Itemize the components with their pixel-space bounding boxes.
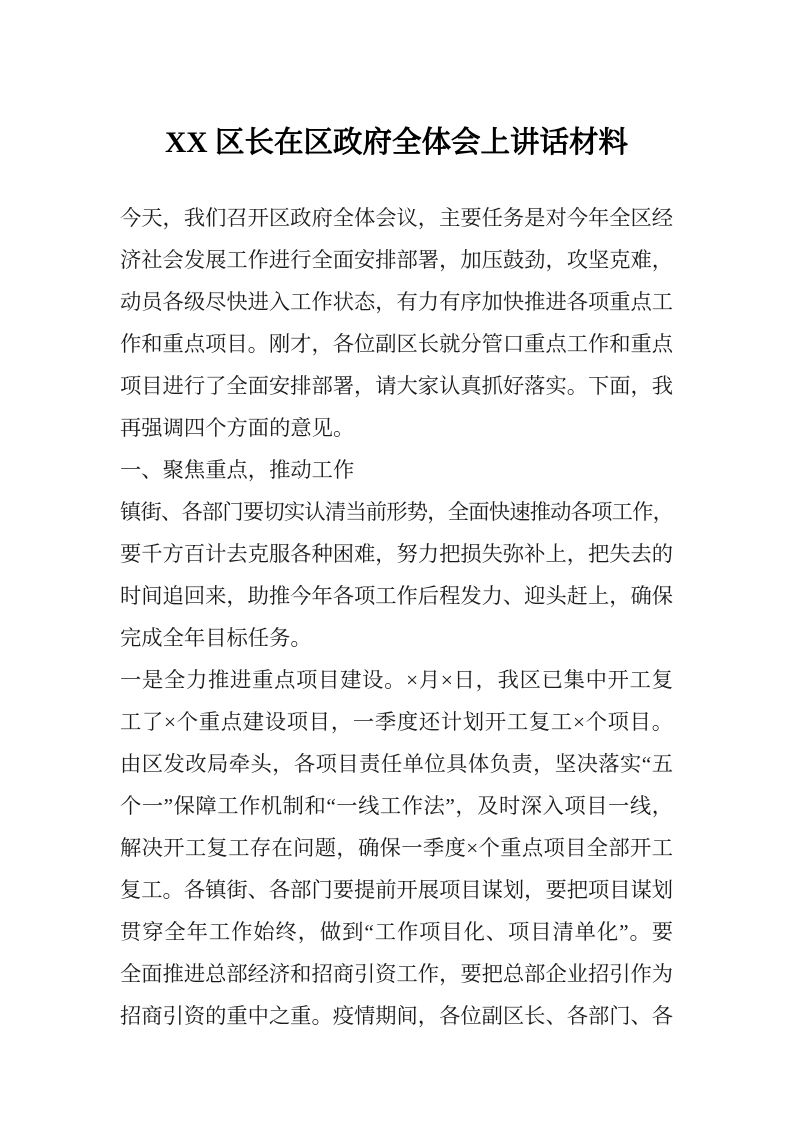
text-line: 工了×个重点建设项目，一季度还计划开工复工×个项目。 [120, 710, 673, 734]
text-line: 济社会发展工作进行全面安排部署，加压鼓劲，攻坚克难， [120, 248, 673, 272]
text-line: 镇街、各部门要切实认清当前形势，全面快速推动各项工作， [120, 500, 673, 524]
text-line: 由区发改局牵头，各项目责任单位具体负责，坚决落实“五 [120, 752, 673, 776]
text-line: 作和重点项目。刚才，各位副区长就分管口重点工作和重点 [120, 332, 673, 356]
paragraph [120, 197, 673, 449]
text-line: 贯穿全年工作始终，做到“工作项目化、项目清单化”。要 [120, 920, 673, 944]
text-line: 复工。各镇街、各部门要提前开展项目谋划，要把项目谋划 [120, 878, 673, 902]
text-line: 今天，我们召开区政府全体会议，主要任务是对今年全区经 [120, 206, 673, 230]
text-line: 一是全力推进重点项目建设。×月×日，我区已集中开工复 [120, 668, 673, 692]
document-content [120, 122, 673, 1037]
section-heading [120, 449, 673, 491]
text-line: 个一”保障工作机制和“一线工作法”，及时深入项目一线， [120, 794, 673, 818]
text-line: 时间追回来，助推今年各项工作后程发力、迎头赶上，确保 [120, 584, 673, 608]
text-line: 完成全年目标任务。 [120, 626, 312, 650]
text-line: 一、聚焦重点，推动工作 [120, 458, 355, 482]
text-line: 招商引资的重中之重。疫情期间，各位副区长、各部门、各 [120, 1004, 673, 1028]
text-line: 全面推进总部经济和招商引资工作，要把总部企业招引作为 [120, 962, 673, 986]
document-body [120, 197, 673, 1037]
text-line: 项目进行了全面安排部署，请大家认真抓好落实。下面，我 [120, 374, 673, 398]
document-title: XX 区长在区政府全体会上讲话材料 [165, 127, 628, 159]
paragraph [120, 659, 673, 1037]
text-line: 再强调四个方面的意见。 [120, 416, 355, 440]
paragraph [120, 491, 673, 659]
text-line: 解决开工复工存在问题，确保一季度×个重点项目全部开工 [120, 836, 673, 860]
text-line: 动员各级尽快进入工作状态，有力有序加快推进各项重点工 [120, 290, 673, 314]
text-line: 要千方百计去克服各种困难，努力把损失弥补上，把失去的 [120, 542, 673, 566]
